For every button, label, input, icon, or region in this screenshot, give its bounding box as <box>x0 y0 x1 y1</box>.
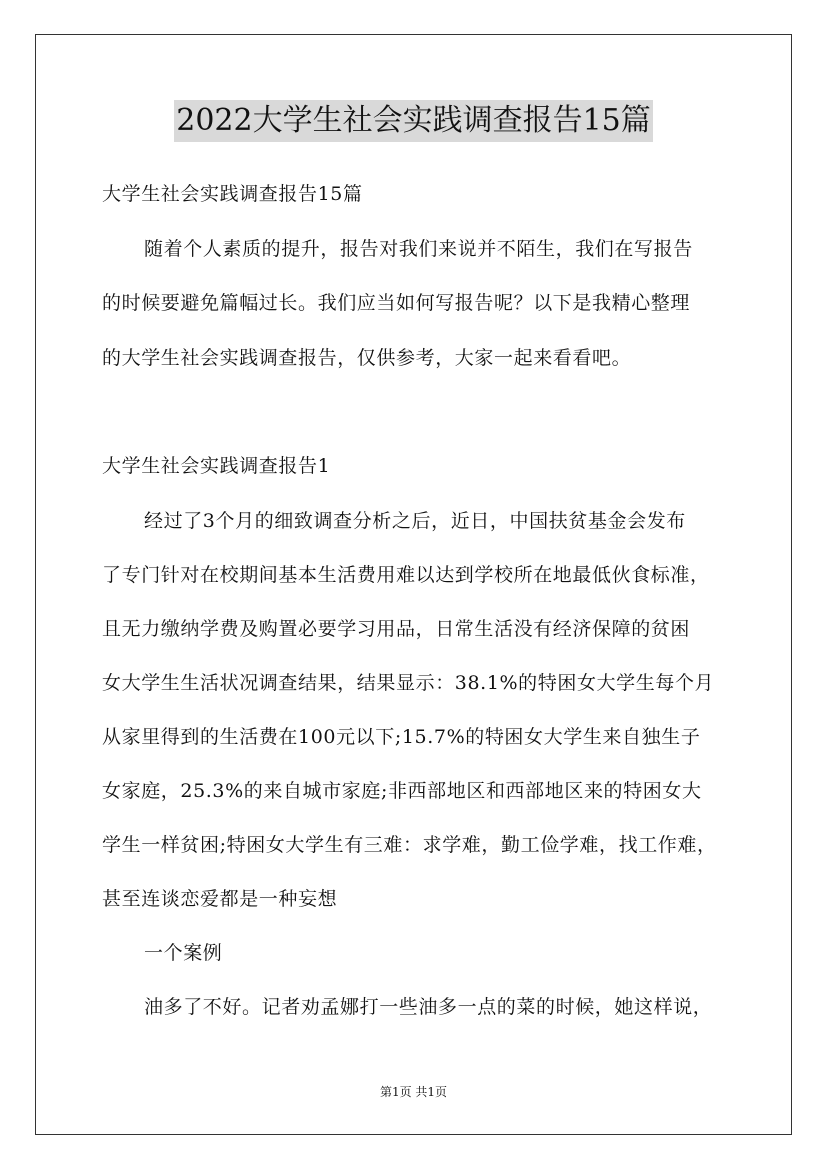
paragraph-line: 从家里得到的生活费在100元以下;15.7%的特困女大学生来自独生子 <box>102 726 701 748</box>
paragraph-line: 甚至连谈恋爱都是一种妄想 <box>102 888 338 910</box>
paragraph-line: 随着个人素质的提升，报告对我们来说并不陌生，我们在写报告 <box>144 238 693 260</box>
paragraph-line: 油多了不好。记者劝孟娜打一些油多一点的菜的时候，她这样说， <box>144 996 713 1018</box>
document-title: 2022大学生社会实践调查报告15篇 <box>174 100 653 142</box>
paragraph-line: 经过了3个月的细致调查分析之后，近日，中国扶贫基金会发布 <box>144 510 686 532</box>
paragraph-line: 女家庭，25.3%的来自城市家庭;非西部地区和西部地区来的特困女大 <box>102 780 702 802</box>
paragraph-line: 的大学生社会实践调查报告，仅供参考，大家一起来看看吧。 <box>102 347 632 369</box>
section-heading: 大学生社会实践调查报告15篇 <box>102 183 363 205</box>
paragraph-line: 了专门针对在校期间基本生活费用难以达到学校所在地最低伙食标准， <box>102 564 710 586</box>
paragraph-line: 且无力缴纳学费及购置必要学习用品，日常生活没有经济保障的贫困 <box>102 618 691 640</box>
paragraph-line: 学生一样贫困;特困女大学生有三难：求学难，勤工俭学难，找工作难， <box>102 834 717 856</box>
section-heading: 大学生社会实践调查报告1 <box>102 455 331 477</box>
title-container <box>0 100 827 142</box>
paragraph-line: 女大学生生活状况调查结果，结果显示：38.1%的特困女大学生每个月 <box>102 672 715 694</box>
paragraph-line: 的时候要避免篇幅过长。我们应当如何写报告呢？以下是我精心整理 <box>102 292 691 314</box>
case-heading: 一个案例 <box>144 942 223 964</box>
page-footer: 第1页 共1页 <box>379 1085 448 1099</box>
